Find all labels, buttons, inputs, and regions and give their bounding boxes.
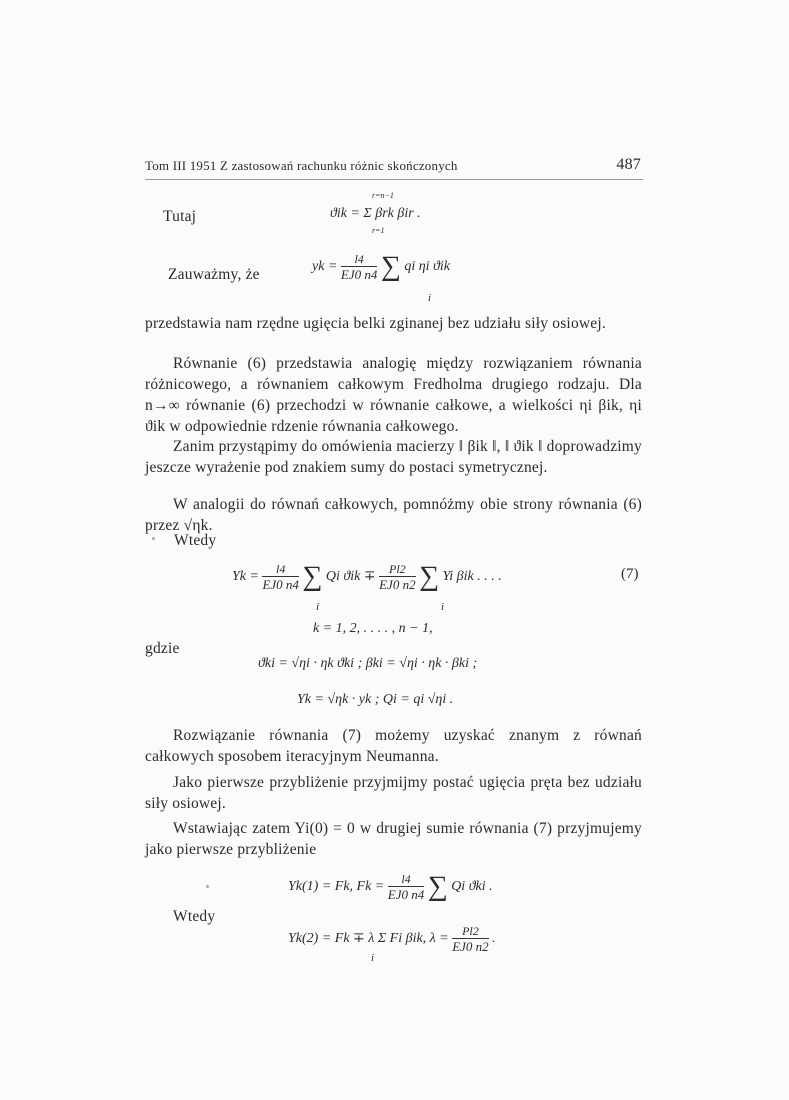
eq7-fraction-2 — [379, 562, 415, 592]
eq7-lhs: Yk = — [232, 569, 259, 585]
tutaj-limit-top: r=n−1 — [372, 191, 394, 200]
eq7-index-1: i — [316, 601, 320, 613]
scan-speck — [152, 537, 155, 540]
zauwazmy-frac-den: EJ0 n4 — [340, 267, 378, 282]
sum-sign: ∑ — [419, 561, 440, 592]
approximation-1 — [288, 872, 493, 902]
paragraph-2: Równanie (6) przedstawia analogię między rozwiązaniem równania różnicowego, a równaniem całkowym Fredholma drugiego rodzaju. Dla n→∞ równanie (6) przechodzi w równanie całkowe, a wielkości ηi βik, ηi ϑik w odpowiednie rdzenie równania całkowego. — [145, 355, 642, 435]
zauwazmy-frac-num: l4 — [341, 252, 377, 267]
k-range: k = 1, 2, . . . . , n − 1, — [313, 621, 433, 636]
wtedy-2: Wtedy — [173, 908, 216, 925]
sum-sign: ∑ — [302, 561, 323, 592]
approx2-lhs: Yk(2) = Fk ∓ λ Σ Fi βik, λ = — [288, 931, 449, 947]
approx2-fraction — [452, 924, 488, 954]
paragraph-4: W analogii do równań całkowych, pomnóżmy obie strony równania (6) przez √ηk. — [145, 496, 642, 534]
paragraph-7: Wstawiając zatem Yi(0) = 0 w drugiej sumie równania (7) przyjmujemy jako pierwsze przybliżenie — [145, 820, 642, 858]
approx1-rhs: Qi ϑki . — [451, 879, 493, 895]
approx1-lhs: Yk(1) = Fk, Fk = — [288, 879, 385, 895]
paragraph-5: Rozwiązanie równania (7) możemy uzyskać znanym z równań całkowych sposobem iteracyjnym Neumanna. — [145, 727, 642, 765]
sum-sign: ∑ — [427, 871, 448, 902]
approx2-den: EJ0 n2 — [452, 939, 489, 954]
approx1-fraction — [388, 872, 424, 902]
definition-2: Yk = √ηk · yk ; Qi = qi √ηi . — [297, 692, 454, 707]
eq7-term-1: Qi ϑik ∓ — [325, 569, 376, 585]
page-number: 487 — [616, 156, 641, 173]
wtedy-1: Wtedy — [174, 532, 217, 549]
eq7-f1-den: EJ0 n4 — [262, 577, 299, 592]
header-title: Tom III 1951 Z zastosowań rachunku różnic skończonych — [145, 158, 458, 173]
equation-number: (7) — [621, 566, 639, 582]
approx2-index: i — [371, 952, 375, 964]
zauwazmy-equation — [312, 252, 450, 282]
zauwazmy-rhs: qi ηi ϑik — [404, 259, 451, 275]
sum-sign: ∑ — [380, 251, 401, 282]
paragraph-1: przedstawia nam rzędne ugięcia belki zginanej bez udziału siły osiowej. — [145, 315, 606, 332]
approx2-num: Pl2 — [452, 924, 488, 939]
eq7-index-2: i — [441, 601, 445, 613]
equation-7 — [232, 562, 502, 592]
zauwazmy-fraction — [341, 252, 377, 282]
eq7-term-2: Yi βik . . . . — [442, 569, 502, 585]
paragraph-3: Zanim przystąpimy do omówienia macierzy ‖ βik ‖, ‖ ϑik ‖ doprowadzimy jeszcze wyrażenie pod znakiem sumy do postaci symetrycznej. — [145, 438, 642, 476]
approximation-2: Yk(2) = Fk ∓ λ Σ Fi βik, λ = $\frac{Pl2}{EJ0 n2}$ . — [288, 924, 496, 954]
approx1-num: l4 — [388, 872, 424, 887]
tutaj-equation: ϑik = Σ βrk βir . — [330, 206, 421, 221]
tutaj-limit-bottom: r=1 — [372, 226, 385, 235]
paragraph-6: Jako pierwsze przybliżenie przyjmijmy postać ugięcia pręta bez udziału siły osiowej. — [145, 774, 642, 812]
approx1-den: EJ0 n4 — [387, 887, 425, 902]
scan-speck — [206, 885, 209, 888]
zauwazmy-lhs: yk = — [312, 259, 338, 275]
gdzie-label: gdzie — [145, 640, 180, 657]
eq7-f1-num: l4 — [262, 562, 298, 577]
zauwazmy-index: i — [428, 292, 432, 304]
tutaj-label: Tutaj — [163, 208, 197, 225]
zauwazmy-label: Zauważmy, że — [168, 266, 260, 283]
eq7-f2-den: EJ0 n2 — [379, 577, 416, 592]
running-header — [145, 158, 643, 180]
eq7-f2-num: Pl2 — [379, 562, 415, 577]
definition-1: ϑki = √ηi · ηk ϑki ; βki = √ηi · ηk · βki ; — [258, 656, 478, 671]
eq7-fraction-1 — [262, 562, 298, 592]
